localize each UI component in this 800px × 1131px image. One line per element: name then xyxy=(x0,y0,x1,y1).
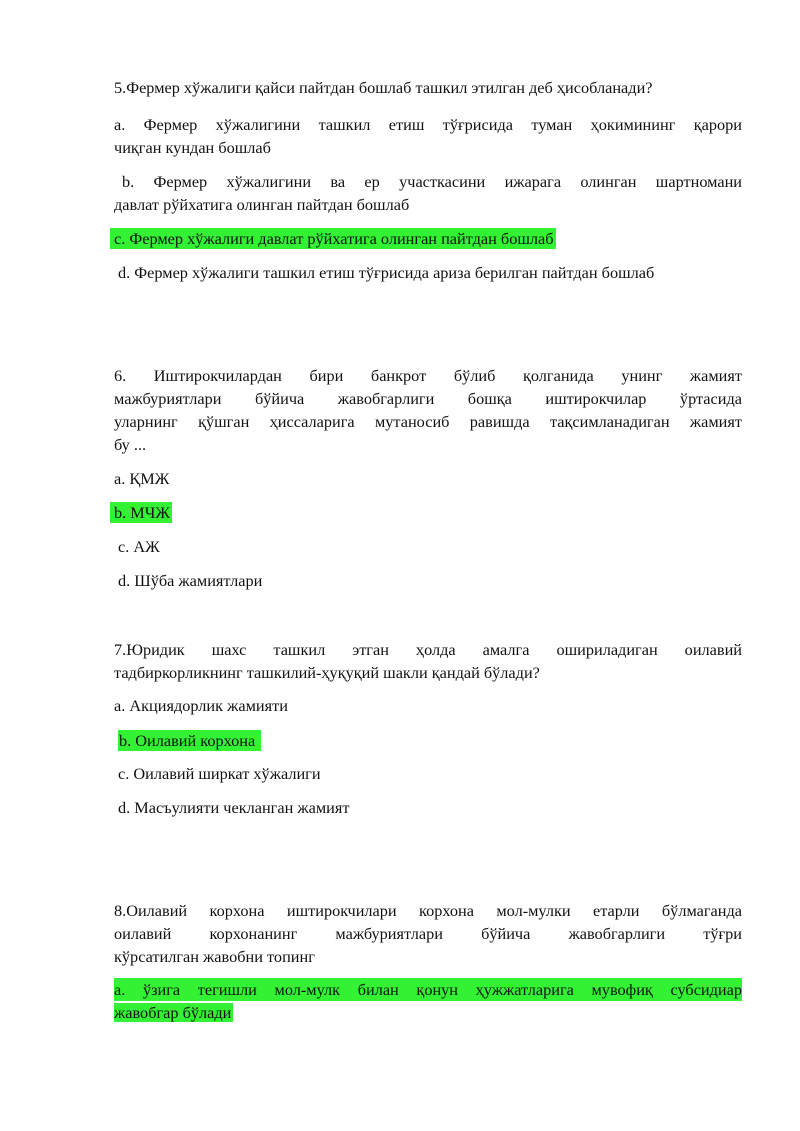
question-6-text xyxy=(114,364,742,456)
question-5-option-a[interactable] xyxy=(114,113,742,159)
question-7-option-b-correct[interactable] xyxy=(118,729,746,752)
question-6-option-c[interactable]: c. АЖ xyxy=(118,537,160,556)
correct-answer-line-2 xyxy=(114,1001,742,1024)
question-8-line-3: кўрсатилган жавобни топинг xyxy=(114,947,315,966)
question-8-line-2: оилавий корхонанинг мажбуриятлари бўйича жавобгарлиги тўғри xyxy=(114,924,742,943)
option-a-line-1: a. Фермер хўжалигини ташкил етиш тўғрисида туман ҳокимининг қарори xyxy=(114,115,742,134)
question-5-option-b[interactable] xyxy=(122,170,742,193)
correct-answer-highlight: c. Фермер хўжалиги давлат рўйхатига олинган пайтдан бошлаб xyxy=(110,228,556,249)
question-6-line-3: уларнинг қўшган ҳиссаларига мутаносиб равишда тақсимланадиган жамият xyxy=(114,412,742,431)
question-5-option-c-correct[interactable] xyxy=(114,227,742,250)
option-b-line-1: b. Фермер хўжалигини ва ер участкасини ижарага олинган шартномани xyxy=(122,172,742,191)
question-7-option-c[interactable]: c. Оилавий ширкат хўжалиги xyxy=(118,764,321,783)
question-5-option-d[interactable]: d. Фермер хўжалиги ташкил етиш тўғрисида ариза берилган пайтдан бошлаб xyxy=(118,263,655,282)
question-8-text xyxy=(114,899,742,968)
question-6-option-b-correct[interactable] xyxy=(114,501,742,524)
question-5-option-b-line-2: давлат рўйхатига олинган пайтдан бошлаб xyxy=(114,195,410,214)
question-6-option-a[interactable]: a. ҚМЖ xyxy=(114,469,170,488)
option-a-line-2: чиқган кундан бошлаб xyxy=(114,138,271,157)
correct-answer-highlight-line-2: жавобгар бўлади xyxy=(114,1003,232,1022)
question-6-line-2: мажбуриятлари бўйича жавобгарлиги бошқа иштирокчилар ўртасида xyxy=(114,389,742,408)
question-7-option-d[interactable]: d. Масъулияти чекланган жамият xyxy=(118,798,350,817)
question-7-option-a[interactable]: a. Акциядорлик жамияти xyxy=(114,696,288,715)
question-6-line-1: 6. Иштирокчилардан бири банкрот бўлиб қолганида унинг жамият xyxy=(114,366,742,385)
question-7-line-2: тадбиркорликнинг ташкилий-ҳуқуқий шакли қандай бўлади? xyxy=(114,663,540,682)
question-7-text xyxy=(114,638,742,684)
question-7-line-1: 7.Юридик шахс ташкил этган ҳолда амалга ошириладиган оилавий xyxy=(114,640,742,659)
correct-answer-highlight-line-1: a. ўзига тегишли мол-мулк билан қонун ҳужжатларига мувофиқ субсидиар xyxy=(114,980,742,999)
correct-answer-highlight: b. МЧЖ xyxy=(110,502,172,523)
question-5-text: 5.Фермер хўжалиги қайси пайтдан бошлаб ташкил этилган деб ҳисобланади? xyxy=(114,78,653,97)
correct-answer-highlight: b. Оилавий корхона xyxy=(118,730,261,751)
question-6-line-4: бу ... xyxy=(114,435,147,454)
question-8-option-a-correct[interactable] xyxy=(114,978,742,1024)
question-8-line-1: 8.Оилавий корхона иштирокчилари корхона мол-мулки етарли бўлмаганда xyxy=(114,901,742,920)
question-6-option-d[interactable]: d. Шўба жамиятлари xyxy=(118,571,263,590)
